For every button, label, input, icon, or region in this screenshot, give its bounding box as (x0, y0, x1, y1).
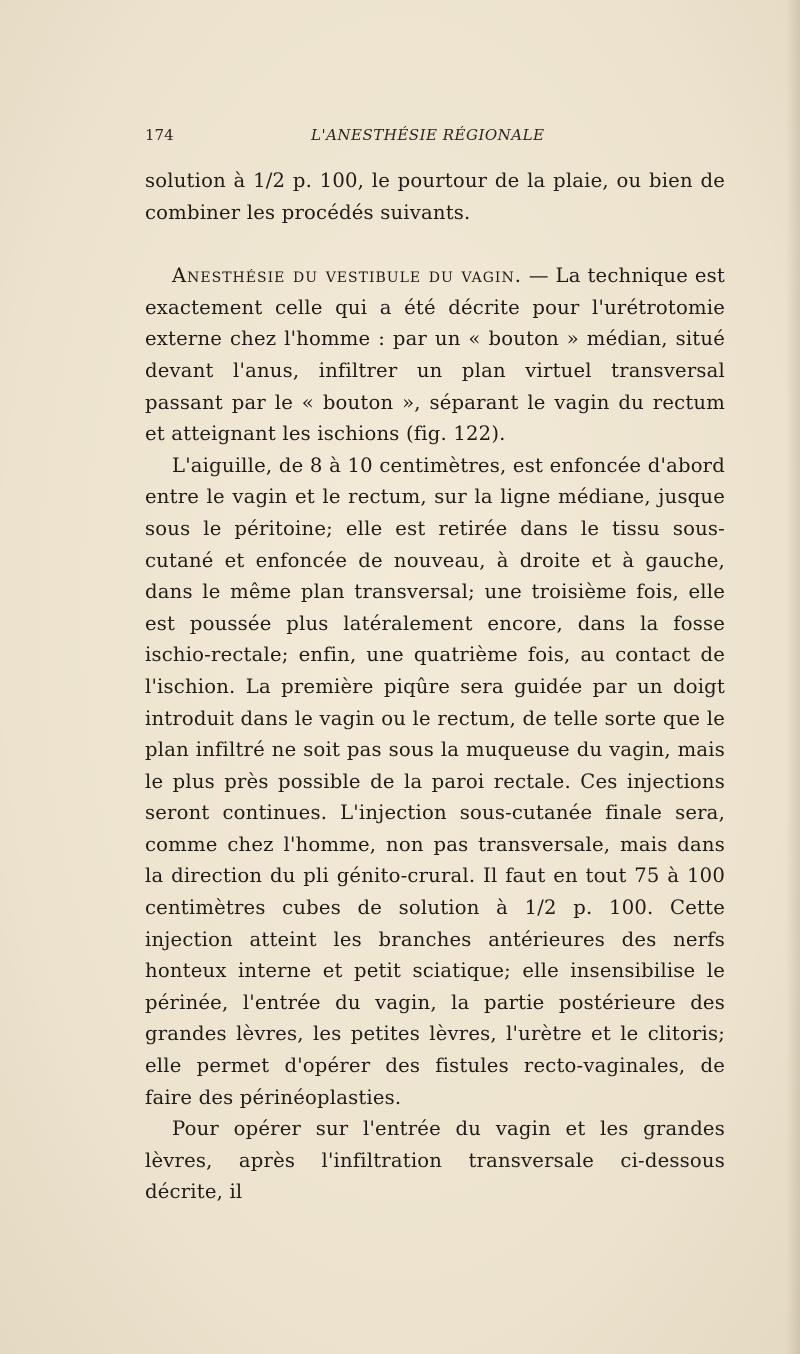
section-text: La technique est exactement celle qui a été décrite pour l'urétrotomie externe chez l'homme : par un « bouton » médian, situé devant l'anus, infiltrer un plan virtuel transversal passant par le « bouton », séparant le vagin du rectum et atteignant les ischions (fig. 122). (145, 264, 725, 446)
intro-paragraph: solution à 1/2 p. 100, le pourtour de la plaie, ou bien de combiner les procédés suivants. (145, 169, 725, 224)
body-text (145, 165, 725, 1208)
section-paragraph (145, 260, 725, 450)
paragraph-3: Pour opérer sur l'entrée du vagin et les grandes lèvres, après l'infiltration transversale ci-dessous décrite, il (145, 1117, 725, 1204)
page-number: 174 (145, 126, 174, 144)
running-head: L'ANESTHÉSIE RÉGIONALE (311, 126, 545, 144)
paragraph-2: L'aiguille, de 8 à 10 centimètres, est enfoncée d'abord entre le vagin et le rectum, sur la ligne médiane, jusque sous le péritoine; elle est retirée dans le tissu sous-cutané et enfoncée de nouveau, à droite et à gauche, dans le même plan transversal; une troisième fois, elle est poussée plus latéralement encore, dans la fosse ischio-rectale; enfin, une quatrième fois, au contact de l'ischion. La première piqûre sera guidée par un doigt introduit dans le vagin ou le rectum, de telle sorte que le plan infiltré ne soit pas sous la muqueuse du vagin, mais le plus près possible de la paroi rectale. Ces injections seront continues. L'injection sous-cutanée finale sera, comme chez l'homme, non pas transversale, mais dans la direction du pli génito-crural. Il faut en tout 75 à 100 centimètres cubes de solution à 1/2 p. 100. Cette injection atteint les branches antérieures des nerfs honteux interne et petit sciatique; elle insensibilise le périnée, l'entrée du vagin, la partie postérieure des grandes lèvres, les petites lèvres, l'urètre et le clitoris; elle permet d'opérer des fistules recto-vaginales, de faire des périnéoplasties. (145, 453, 725, 1109)
section-title: Anesthésie du vestibule du vagin. (172, 264, 522, 288)
section-dash: — (521, 264, 556, 288)
page-header (145, 126, 745, 150)
